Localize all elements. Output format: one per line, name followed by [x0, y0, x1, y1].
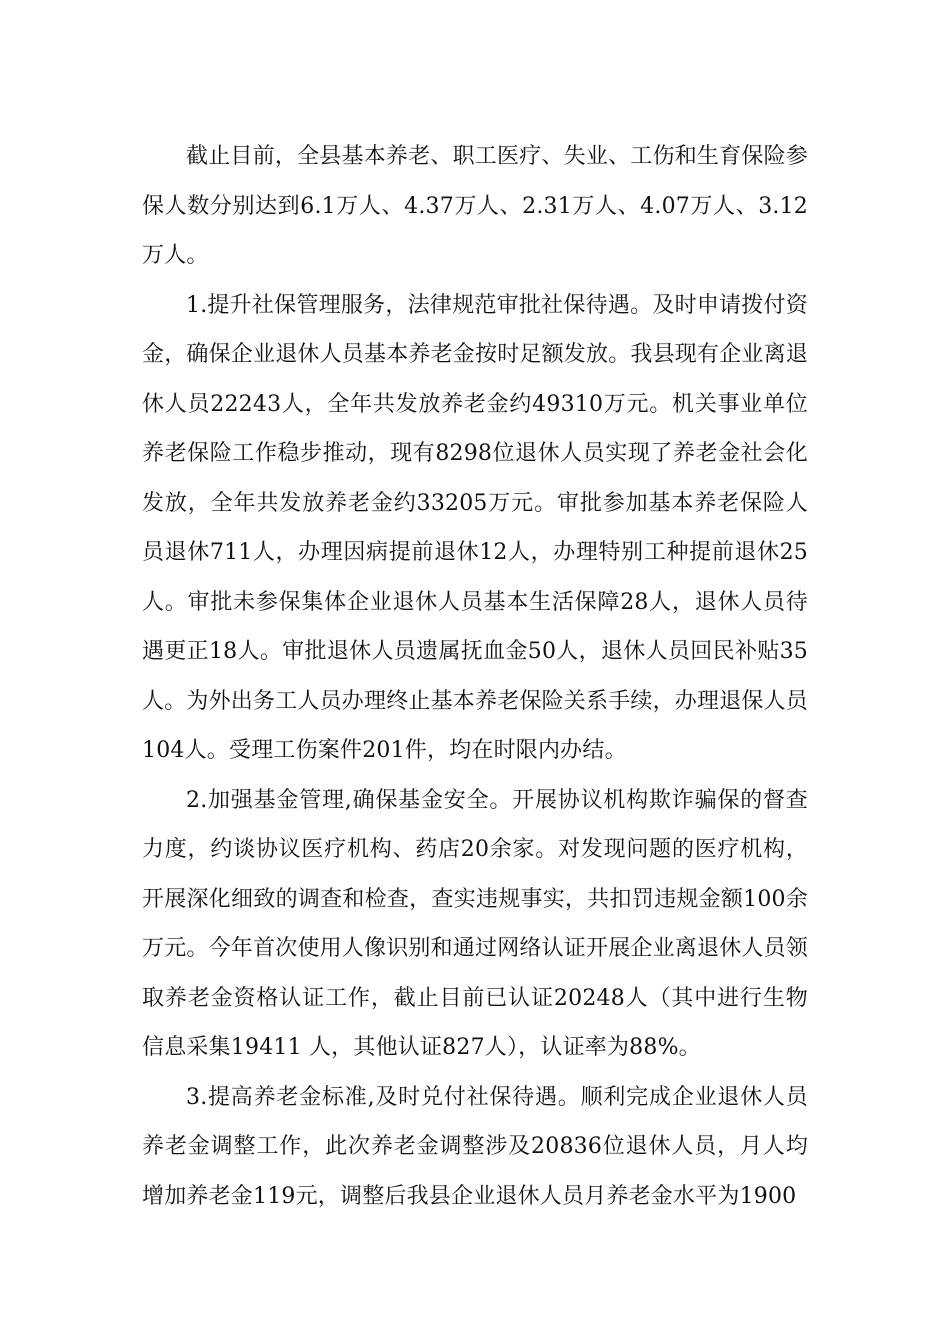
paragraph-fund-management: 2.加强基金管理,确保基金安全。开展协议机构欺诈骗保的督查力度，约谈协议医疗机构、药店20余家。对发现问题的医疗机构，开展深化细致的调查和检查，查实违规事实，共扣罚违规金额100余万元。今年首次使用人像识别和通过网络认证开展企业离退休人员领取养老金资格认证工作，截止目前已认证20248人（其中进行生物信息采集19411 人，其他认证827人），认证率为88%。	[142, 787, 809, 1060]
paragraph-social-security-services: 1.提升社保管理服务，法律规范审批社保待遇。及时申请拨付资金，确保企业退休人员基本养老金按时足额发放。我县现有企业离退休人员22243人，全年共发放养老金约49310万元。机关事业单位养老保险工作稳步推动，现有8298位退休人员实现了养老金社会化发放，全年共发放养老金约33205万元。审批参加基本养老保险人员退休711人，办理因病提前退休12人，办理特别工种提前退休25人。审批未参保集体企业退休人员基本生活保障28人，退休人员待遇更正18人。审批退休人员遗属抚血金50人，退休人员回民补贴35人。为外出务工人员办理终止基本养老保险关系手续，办理退保人员104人。受理工伤案件201件，均在时限内办结。	[142, 292, 809, 763]
document-page	[142, 132, 808, 1221]
paragraph-insurance-summary: 截止目前，全县基本养老、职工医疗、失业、工伤和生育保险参保人数分别达到6.1万人、4.37万人、2.31万人、4.07万人、3.12万人。	[142, 144, 808, 268]
paragraph-pension-standard: 3.提高养老金标准,及时兑付社保待遇。顺利完成企业退休人员养老金调整工作，此次养老金调整涉及20836位退休人员，月人均增加养老金119元，调整后我县企业退休人员月养老金水平为1900	[142, 1084, 808, 1209]
